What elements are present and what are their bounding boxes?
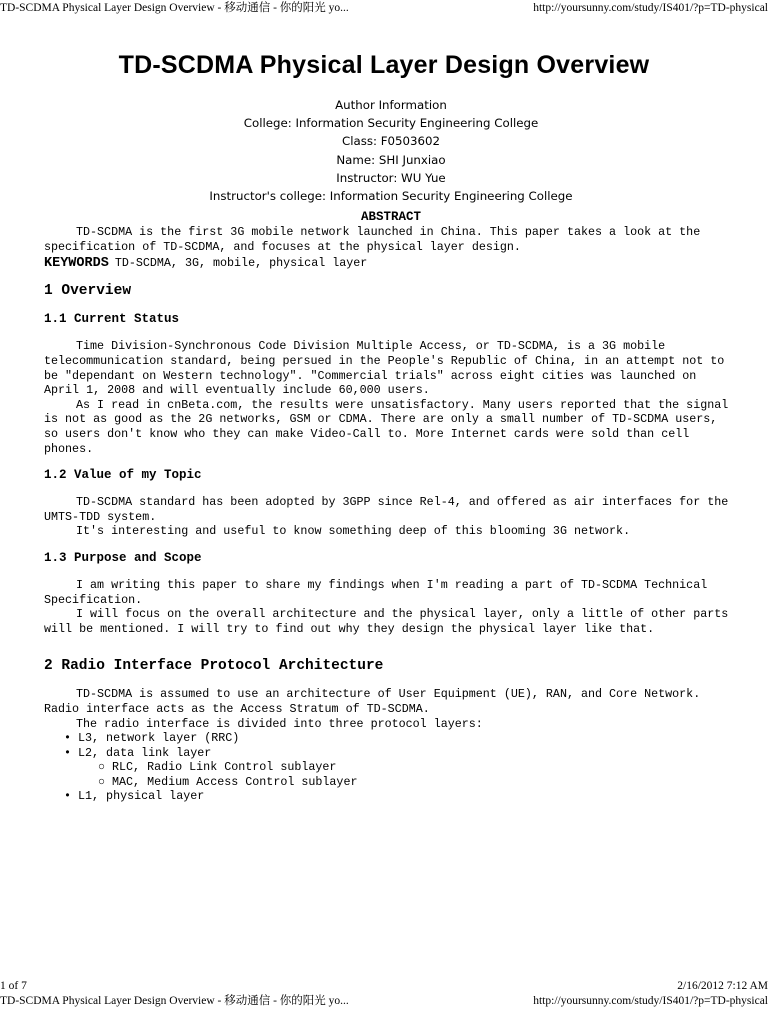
list-item-text: L2, data link layer	[78, 745, 212, 760]
paragraph: I am writing this paper to share my findings when I'm reading a part of TD-SCDMA Technical Specification.	[44, 577, 708, 607]
list-item	[64, 789, 738, 804]
list-item-text: L1, physical layer	[78, 789, 205, 804]
section-1-heading: 1 Overview	[44, 283, 132, 300]
author-heading: Author Information	[335, 98, 447, 112]
author-college: College: Information Security Engineering College	[243, 116, 539, 131]
page-title: TD-SCDMA Physical Layer Design Overview	[118, 51, 650, 79]
paragraph: I will focus on the overall architecture and the physical layer, only a little of other parts will be mentioned. I will try to find out why they design the physical layer like that.	[44, 607, 729, 636]
list-item-text: MAC, Medium Access Control sublayer	[112, 774, 358, 789]
paragraph: As I read in cnBeta.com, the results were unsatisfactory. Many users reported that the signal is not as good as the 2G networks, GSM or CDMA. There are only a small number of TD-SCDMA users, so users don't know who they can make Video-Call to. More Internet cards were sold than cell phones.	[44, 397, 729, 456]
section-1-1-heading: 1.1 Current Status	[44, 312, 180, 327]
bullet-icon: •	[64, 731, 72, 746]
author-instructor-college: Instructor's college: Information Security Engineering College	[209, 189, 573, 204]
circle-bullet-icon: ○	[98, 760, 106, 775]
section-1-3-heading: 1.3 Purpose and Scope	[44, 550, 202, 565]
sublayer-list	[78, 760, 738, 789]
keywords-label: KEYWORDS	[44, 256, 109, 272]
list-item	[98, 774, 738, 790]
list-item	[64, 745, 738, 790]
browser-header	[0, 0, 768, 16]
list-item	[98, 760, 738, 775]
footer-url[interactable]: http://yoursunny.com/study/IS401/?p=TD-physical	[533, 995, 768, 1007]
header-title: TD-SCDMA Physical Layer Design Overview - 移动通信 - 你的阳光 yo...	[0, 2, 349, 14]
paragraph: Time Division-Synchronous Code Division Multiple Access, or TD-SCDMA, is a 3G mobile telecommunication standard, being persued in the People's Republic of China, in an attempt not to be "dependant on Western technology". "Commercial trials" across eight cities was launched on April 1, 2008 and will eventually include 60,000 users.	[44, 339, 725, 398]
author-information	[44, 96, 738, 205]
list-item-text: L3, network layer (RRC)	[78, 731, 240, 746]
paragraph: The radio interface is divided into three protocol layers:	[76, 716, 483, 731]
print-footer	[0, 978, 768, 994]
protocol-layer-list	[44, 731, 738, 804]
circle-bullet-icon: ○	[98, 774, 106, 789]
author-class: Class: F0503602	[341, 134, 441, 149]
header-url[interactable]: http://yoursunny.com/study/IS401/?p=TD-physical	[533, 2, 768, 14]
print-footer-2	[0, 993, 768, 1009]
footer-datetime: 2/16/2012 7:12 AM	[677, 980, 768, 992]
section-1-2-heading: 1.2 Value of my Topic	[44, 468, 202, 483]
keywords	[44, 255, 738, 272]
list-item-text: RLC, Radio Link Control sublayer	[112, 760, 337, 775]
bullet-icon: •	[64, 745, 72, 760]
footer-page-number: 1 of 7	[0, 980, 27, 992]
footer-title: TD-SCDMA Physical Layer Design Overview - 移动通信 - 你的阳光 yo...	[0, 995, 349, 1007]
paragraph: TD-SCDMA is assumed to use an architecture of User Equipment (UE), RAN, and Core Network. Radio interface acts as the Access Stratum of TD-SCDMA.	[44, 687, 701, 716]
author-name: Name: SHI Junxiao	[336, 152, 446, 167]
paragraph: It's interesting and useful to know something deep of this blooming 3G network.	[76, 524, 631, 539]
author-instructor: Instructor: WU Yue	[336, 170, 446, 185]
keywords-text: TD-SCDMA, 3G, mobile, physical layer	[114, 256, 368, 271]
list-item	[64, 731, 738, 746]
abstract-heading: ABSTRACT	[360, 210, 421, 225]
bullet-icon: •	[64, 789, 72, 804]
section-2-heading: 2 Radio Interface Protocol Architecture	[44, 658, 384, 675]
abstract-text: TD-SCDMA is the first 3G mobile network launched in China. This paper takes a look at the specification of TD-SCDMA, and focuses at the physical layer design.	[44, 225, 701, 254]
paragraph: TD-SCDMA standard has been adopted by 3GPP since Rel-4, and offered as air interfaces for the UMTS-TDD system.	[44, 495, 729, 524]
document-body	[44, 48, 738, 804]
